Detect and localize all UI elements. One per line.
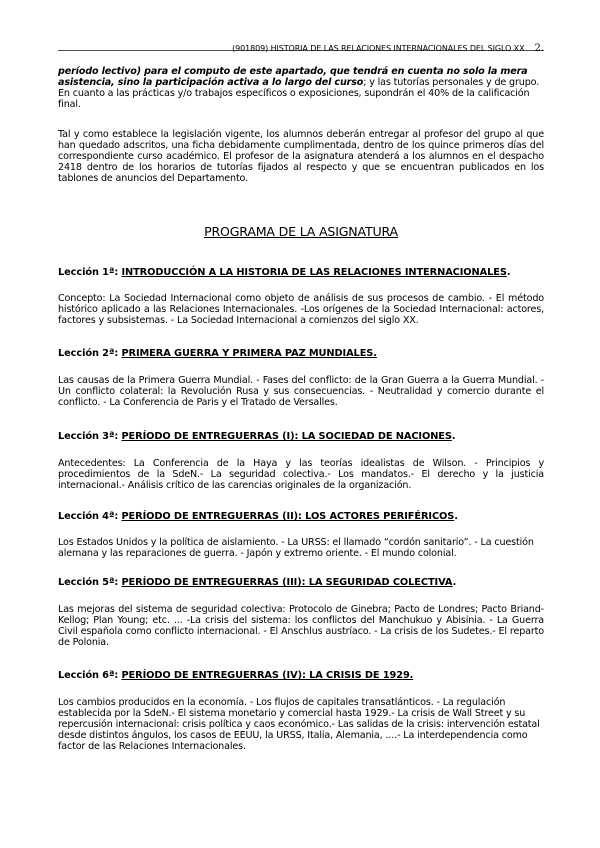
lesson-title-end: . [452, 577, 457, 588]
intro-paragraph-2 [58, 129, 544, 184]
lesson-label: Lección 4ª: [58, 511, 122, 522]
lesson-3-content [58, 458, 544, 491]
intro-bold-text: período lectivo) para el computo de este apartado, que tendrá en cuenta no solo la mera asistencia, sino la participación activa a lo largo del curso [58, 66, 528, 88]
lesson-2-heading [58, 348, 544, 359]
lesson-4-content [58, 537, 544, 559]
lesson-text: Los cambios producidos en la economía. - Los flujos de capitales transatlánticos. - La regulación establecida por la SdeN.- El sistema monetario y comercial hasta 1929.- La crisis de Wall Street y su repercusión internacional: crisis política y caos económico.- Las salidas de la crisis: intervención estatal desde distintos ángulos, los casos de EEUU, la URSS, Italia, Alemania, ....- La interdependencia como factor de las Relaciones Internacionales. [58, 697, 540, 752]
lesson-title: PERÍODO DE ENTREGUERRAS (IV): LA CRISIS DE 1929. [121, 670, 414, 681]
lesson-5-heading [58, 577, 544, 588]
lesson-6-heading [58, 670, 544, 681]
lesson-label: Lección 5ª: [58, 577, 122, 588]
lesson-title: PERÍODO DE ENTREGUERRAS (II): LOS ACTORES PERIFÉRICOS [121, 511, 455, 522]
lesson-5-content [58, 604, 544, 648]
lesson-text: Concepto: La Sociedad Internacional como objeto de análisis de sus procesos de cambio. - El método histórico aplicado a las Relaciones Internacionales. -Los orígenes de la Sociedad Internacional: actores, factores y subsistemas. - La Sociedad Internacional a comienzos del siglo XX. [58, 293, 544, 326]
lesson-title-end: . [454, 511, 458, 522]
lesson-title: PERÍODO DE ENTREGUERRAS (III): LA SEGURIDAD COLECTIVA [121, 577, 453, 588]
lesson-4-heading [58, 511, 544, 522]
lesson-text: Las causas de la Primera Guerra Mundial. - Fases del conflicto: de la Gran Guerra a la Guerra Mundial. - Un conflicto colateral: la Revolución Rusa y sus consecuencias. - Neutralidad y comercio durante el conflicto. - La Conferencia de Paris y el Tratado de Versalles. [58, 375, 544, 408]
lesson-label: Lección 2ª: [58, 348, 122, 359]
intro-text: ; y las tutorías personales y de grupo. En cuanto a las prácticas y/o trabajos específicos o exposiciones, supondrán el 40% de la calificación final. [58, 77, 540, 110]
lesson-label: Lección 1ª: [58, 267, 122, 278]
lesson-title-end: . [506, 267, 511, 278]
lesson-label: Lección 6ª: [58, 670, 122, 681]
lesson-title: PERÍODO DE ENTREGUERRAS (I): LA SOCIEDAD DE NACIONES [121, 431, 452, 442]
lesson-2-content [58, 375, 544, 408]
lesson-label: Lección 3ª: [58, 431, 122, 442]
course-title: (901809) HISTORIA DE LAS RELACIONES INTERNACIONALES DEL SIGLO XX [232, 44, 525, 53]
lesson-1-content [58, 293, 544, 326]
page-number: 2. [534, 43, 544, 54]
lesson-1-heading [58, 267, 544, 278]
page-header [58, 36, 544, 54]
lesson-text: Antecedentes: La Conferencia de la Haya y las teorías idealistas de Wilson. - Principios y procedimientos de la SdeN.- La seguridad colectiva.- Los mandatos.- El derecho y la justicia internacional.- Análisis crítico de las carencias originales de la organización. [58, 458, 544, 491]
lesson-text: Las mejoras del sistema de seguridad colectiva: Protocolo de Ginebra; Pacto de Londres; Pacto Briand-Kellog; Plan Young; etc. ... -La crisis del sistema: los conflictos del Manchukuo y Abisinia. - La Guerra Civil española como conflicto internacional. - El Anschlus austríaco. - La crisis de los Sudetes.- El reparto de Polonia. [58, 604, 544, 648]
lesson-title: PRIMERA GUERRA Y PRIMERA PAZ MUNDIALES. [121, 348, 377, 359]
lesson-text: Los Estados Unidos y la política de aislamiento. - La URSS: el llamado “cordón sanitario”. - La cuestión alemana y las reparaciones de guerra. - Japón y extremo oriente. - El mundo colonial. [58, 537, 534, 559]
lesson-title: INTRODUCCIÓN A LA HISTORIA DE LAS RELACIONES INTERNACIONALES [121, 267, 507, 278]
lesson-6-content [58, 697, 544, 752]
program-title: PROGRAMA DE LA ASIGNATURA [204, 224, 398, 239]
regulations-text: Tal y como establece la legislación vigente, los alumnos deberán entregar al profesor del grupo al que han quedado adscritos, una ficha debidamente cumplimentada, dentro de los quince primeros días del correspondiente curso académico. El profesor de la asignatura atenderá a los alumnos en el despacho 2418 dentro de los horarios de tutorías fijados al respecto y que se encuentran publicados en los tablones de anuncios del Departamento. [58, 129, 544, 184]
lesson-title-end: . [451, 431, 456, 442]
lesson-3-heading [58, 431, 544, 442]
intro-paragraph-1 [58, 66, 544, 110]
